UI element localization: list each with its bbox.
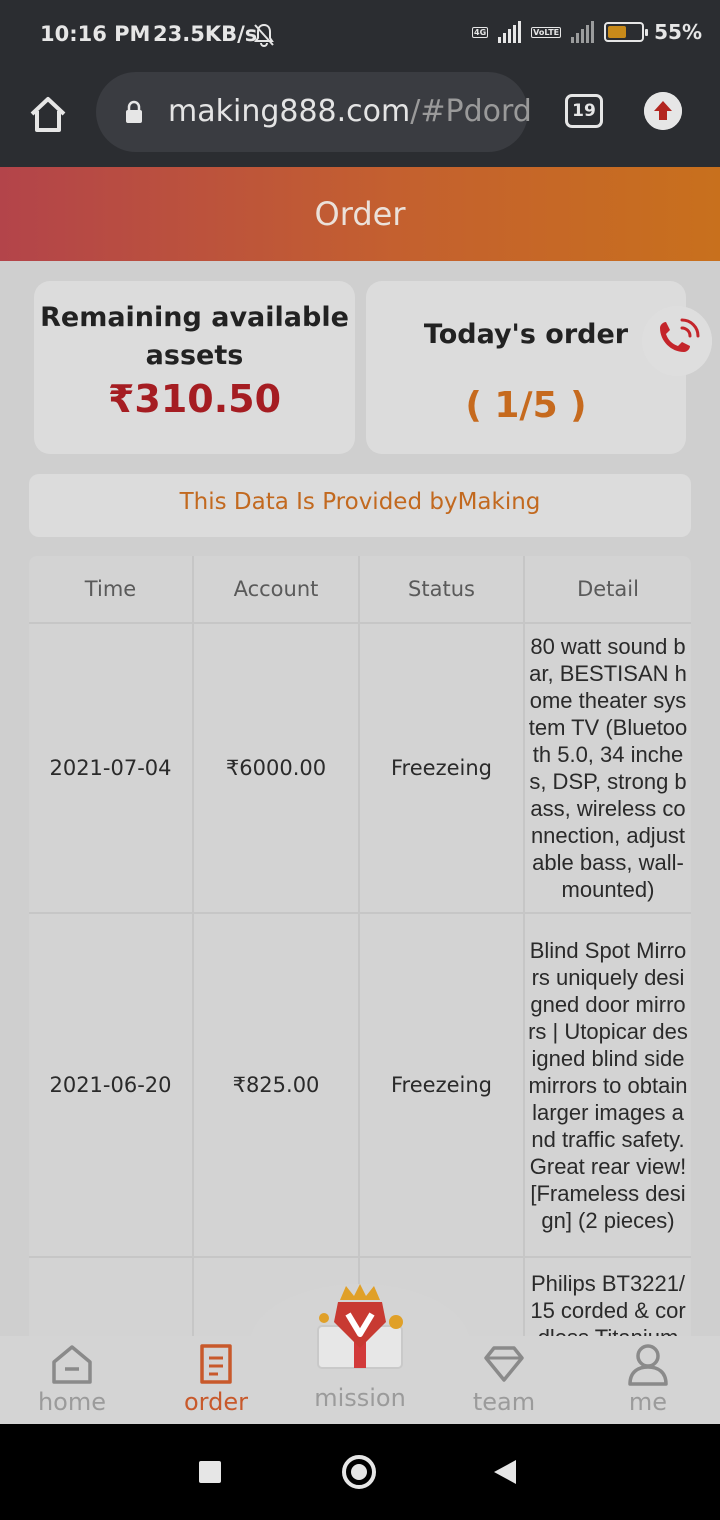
order-time: 2021-07-04 bbox=[29, 624, 194, 912]
battery-icon bbox=[604, 22, 644, 42]
order-time: 2021-06-20 bbox=[29, 914, 194, 1256]
nav-order[interactable] bbox=[144, 1336, 288, 1424]
home-circle-icon[interactable] bbox=[342, 1455, 376, 1489]
signal-icon bbox=[498, 21, 521, 43]
status-speed: 23.5KB/s bbox=[153, 22, 258, 46]
order-document-icon bbox=[194, 1342, 238, 1386]
assets-card bbox=[34, 281, 355, 454]
network-volte-label: VoLTE bbox=[533, 27, 560, 37]
url-path: /#Pdord bbox=[410, 94, 532, 129]
url-text[interactable] bbox=[168, 94, 532, 129]
today-order-card bbox=[366, 281, 686, 454]
bell-off-icon bbox=[252, 22, 276, 48]
tabs-button[interactable]: 19 bbox=[565, 94, 603, 128]
nav-mission-label[interactable]: mission bbox=[314, 1384, 406, 1412]
table-header-row bbox=[29, 556, 691, 624]
browser-toolbar bbox=[0, 70, 720, 167]
nav-me[interactable] bbox=[576, 1336, 720, 1424]
nav-team-label: team bbox=[472, 1388, 536, 1416]
address-bar[interactable] bbox=[96, 72, 532, 152]
table-row[interactable] bbox=[29, 914, 691, 1258]
phone-call-icon[interactable] bbox=[642, 306, 712, 376]
recent-apps-icon[interactable] bbox=[199, 1461, 221, 1483]
home-icon[interactable] bbox=[26, 92, 70, 136]
signal-icon-2 bbox=[571, 21, 594, 43]
nav-home-label: home bbox=[37, 1388, 107, 1416]
order-detail: Blind Spot Mirrors uniquely designed door mirrors | Utopicar designed blind side mirrors to obtain larger images and traffic safety. Great rear view! [Frameless design] (2 pieces) bbox=[528, 937, 688, 1233]
order-detail: 80 watt sound bar, BESTISAN home theater system TV (Bluetooth 5.0, 34 inches, DSP, strong bass, wireless connection, adjustable bass, wall-mounted) bbox=[528, 634, 688, 902]
order-status: Freezeing bbox=[360, 624, 525, 912]
nav-home[interactable] bbox=[0, 1336, 144, 1424]
nav-me-label: me bbox=[628, 1388, 668, 1416]
notice-text: This Data Is Provided byMaking bbox=[179, 489, 541, 515]
diamond-icon bbox=[482, 1342, 526, 1386]
today-order-value: ( 1/5 ) bbox=[465, 385, 587, 426]
order-status: Freezeing bbox=[360, 914, 525, 1256]
column-header-time: Time bbox=[29, 556, 194, 622]
data-provider-notice bbox=[29, 474, 691, 537]
order-account: ₹6000.00 bbox=[194, 624, 360, 912]
table-row[interactable] bbox=[29, 624, 691, 914]
orders-table bbox=[29, 556, 691, 1336]
column-header-account: Account bbox=[194, 556, 360, 622]
column-header-detail: Detail bbox=[577, 577, 639, 601]
person-icon bbox=[626, 1342, 670, 1386]
nav-order-label: order bbox=[184, 1388, 248, 1416]
battery-percent: 55% bbox=[654, 20, 702, 44]
column-header-status: Status bbox=[360, 556, 525, 622]
home-icon bbox=[50, 1342, 94, 1386]
battery-level bbox=[608, 26, 626, 38]
page-header bbox=[0, 167, 720, 261]
back-icon[interactable] bbox=[494, 1460, 516, 1484]
system-nav-bar bbox=[0, 1424, 720, 1520]
page-title: Order bbox=[314, 195, 406, 233]
network-4g-label: 4G bbox=[474, 27, 487, 37]
status-bar bbox=[0, 0, 720, 70]
mission-gift-icon[interactable] bbox=[310, 1282, 410, 1370]
assets-value: ₹310.50 bbox=[107, 377, 282, 421]
upload-icon[interactable] bbox=[644, 92, 682, 130]
assets-label: Remaining available assets bbox=[40, 302, 349, 371]
order-detail: Philips BT3221/15 corded & cor bbox=[530, 1271, 686, 1323]
today-order-label: Today's order bbox=[423, 319, 629, 350]
url-domain: making888.com bbox=[168, 94, 411, 129]
status-time: 10:16 PM bbox=[40, 22, 151, 46]
order-account: ₹825.00 bbox=[194, 914, 360, 1256]
nav-team[interactable] bbox=[432, 1336, 576, 1424]
lock-icon bbox=[124, 100, 144, 124]
